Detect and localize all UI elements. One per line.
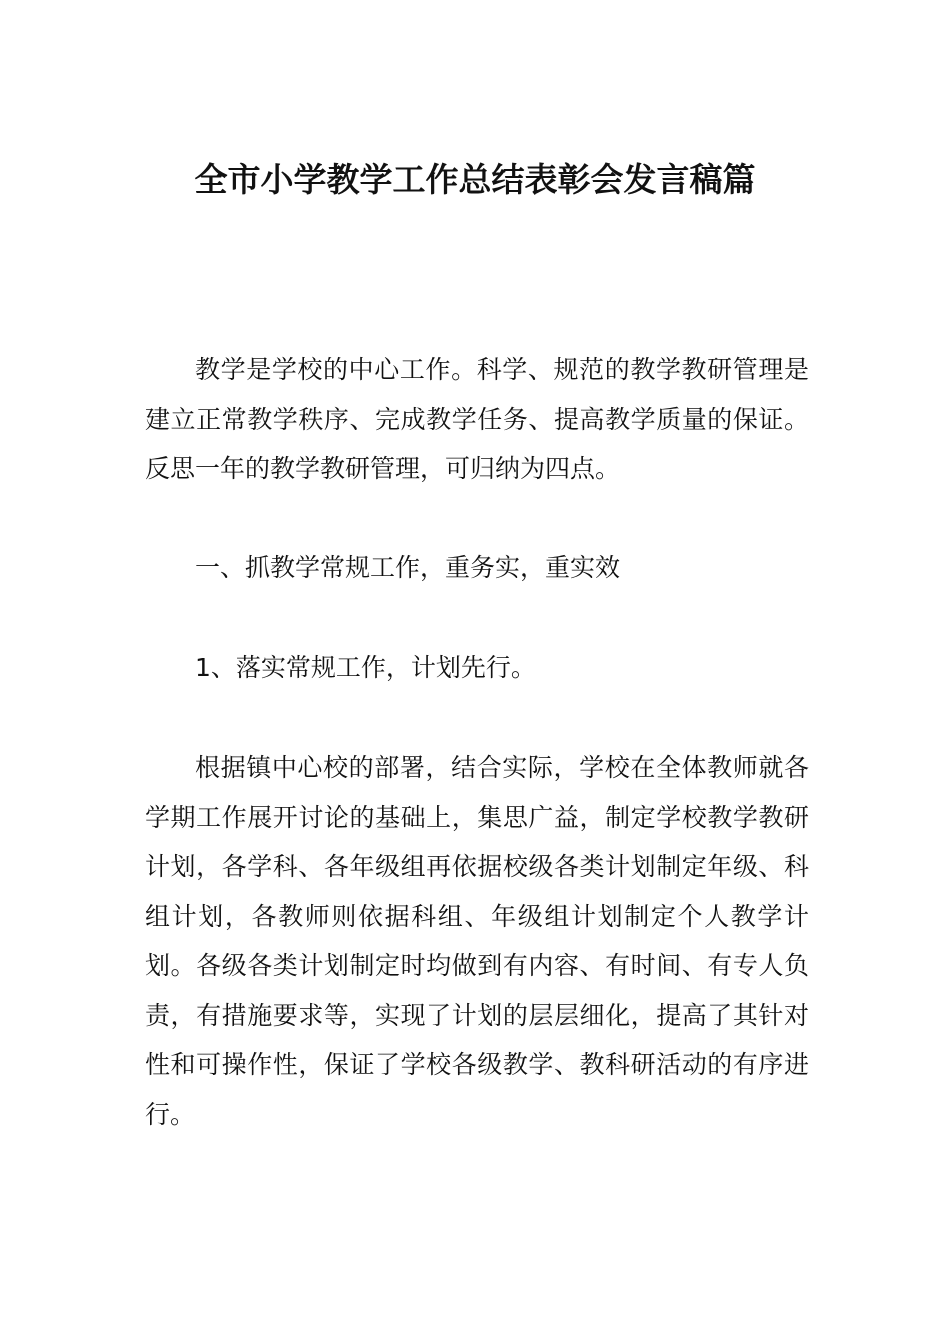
paragraph-intro: 教学是学校的中心工作。科学、规范的教学教研管理是建立正常教学秩序、完成教学任务、提高教学质量的保证。反思一年的教学教研管理，可归纳为四点。: [145, 355, 809, 483]
section-heading: 一、抓教学常规工作，重务实，重实效: [195, 553, 621, 582]
subsection-heading: 1、落实常规工作，计划先行。: [195, 653, 536, 682]
paragraph-body: 根据镇中心校的部署，结合实际，学校在全体教师就各学期工作展开讨论的基础上，集思广益，制定学校教学教研计划，各学科、各年级组再依据校级各类计划制定年级、科组计划，各教师则依据科组、年级组计划制定个人教学计划。各级各类计划制定时均做到有内容、有时间、有专人负责，有措施要求等，实现了计划的层层细化，提高了其针对性和可操作性，保证了学校各级教学、教科研活动的有序进行。: [145, 753, 809, 1129]
document-title: 全市小学教学工作总结表彰会发言稿篇: [194, 160, 756, 199]
